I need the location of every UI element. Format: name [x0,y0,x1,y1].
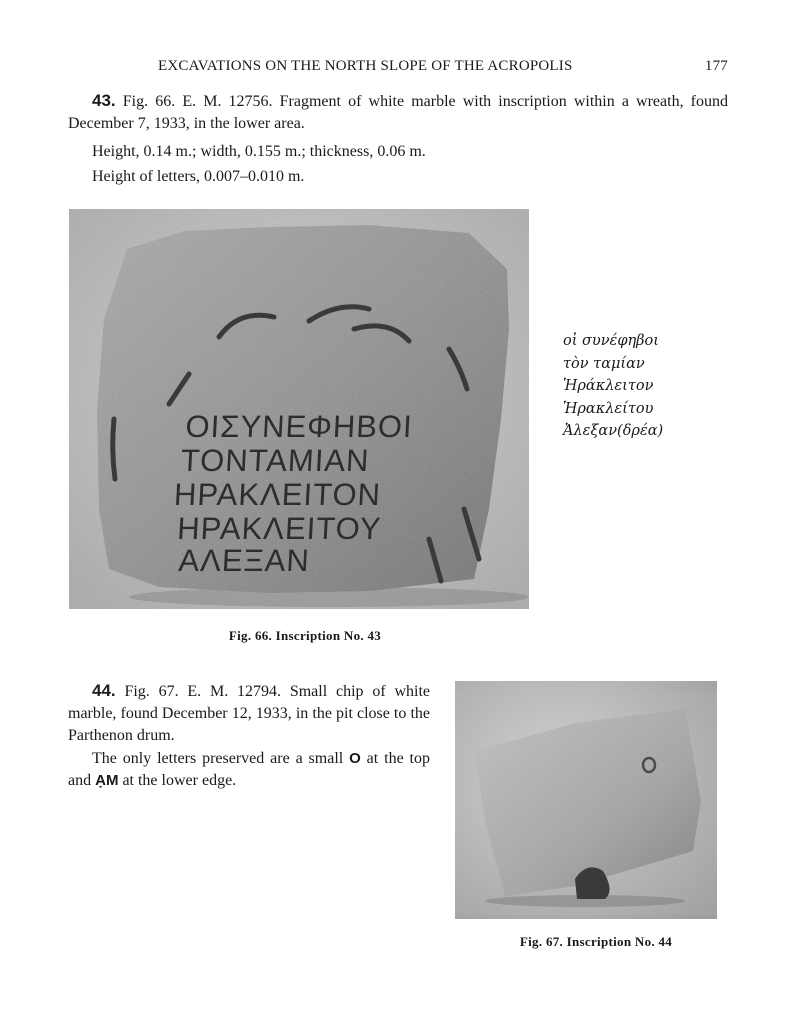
inscription-line: ΗΡΑΚΛΕΙΤΟΝ [173,477,382,512]
entry-44-text-b: at the top and [68,750,430,789]
transcription-line-2: τὸν ταμίαν [563,355,645,372]
transcription [563,330,743,443]
page-number: 177 [704,58,728,74]
entry-43 [68,90,728,188]
entry-44-text: Fig. 67. E. M. 12794. Small chip of white marble, found December 12, 1933, in the pit close to the Parthenon drum. [68,683,430,744]
figure-66-photo [69,209,529,609]
entry-number: 43. [92,91,116,110]
marble-chip-image [455,681,717,919]
inscription-line: ΑΛΕΞΑΝ [177,543,311,578]
letter-o: O [349,750,361,767]
figure-66-caption: Fig. 66. Inscription No. 43 [228,628,382,643]
inscription-line: ΤΟΝΤΑΜΙΑΝ [179,443,371,478]
entry-43-letter-height: Height of letters, 0.007–0.010 m. [92,168,305,185]
running-title: EXCAVATIONS ON THE NORTH SLOPE OF THE ACROPOLIS [158,58,573,74]
entry-43-text: Fig. 66. E. M. 12756. Fragment of white marble with inscription within a wreath, found December 7, 1933, in the lower area. [68,93,729,132]
transcription-line-4: Ἡρακλείτου [563,400,654,417]
entry-43-dimensions: Height, 0.14 m.; width, 0.155 m.; thickness, 0.06 m. [92,143,426,160]
entry-44-text-c: at the lower edge. [118,772,237,789]
letters-am: ẠM [95,772,119,789]
running-header [158,58,728,78]
entry-44-text-a: The only letters preserved are a small [92,750,350,767]
entry-44-letters [68,748,430,792]
inscription-line: ΟΙΣΥΝΕΦΗΒΟΙ [184,409,414,444]
transcription-line-3: Ἡράκλειτον [563,378,654,394]
marble-fragment-image [69,209,529,609]
transcription-line-5: Ἀλεξαν(δρέα) [563,423,664,439]
inscription-line: ΗΡΑΚΛΕΙΤΟΥ [176,511,383,546]
entry-43-description [68,90,728,135]
transcription-line-1: οἱ συνέφηβοι [563,333,659,349]
figure-67-photo [455,681,717,919]
figure-67-caption: Fig. 67. Inscription No. 44 [519,934,673,949]
entry-number: 44. [92,681,116,700]
entry-44-description [68,680,430,747]
entry-44 [68,680,430,792]
